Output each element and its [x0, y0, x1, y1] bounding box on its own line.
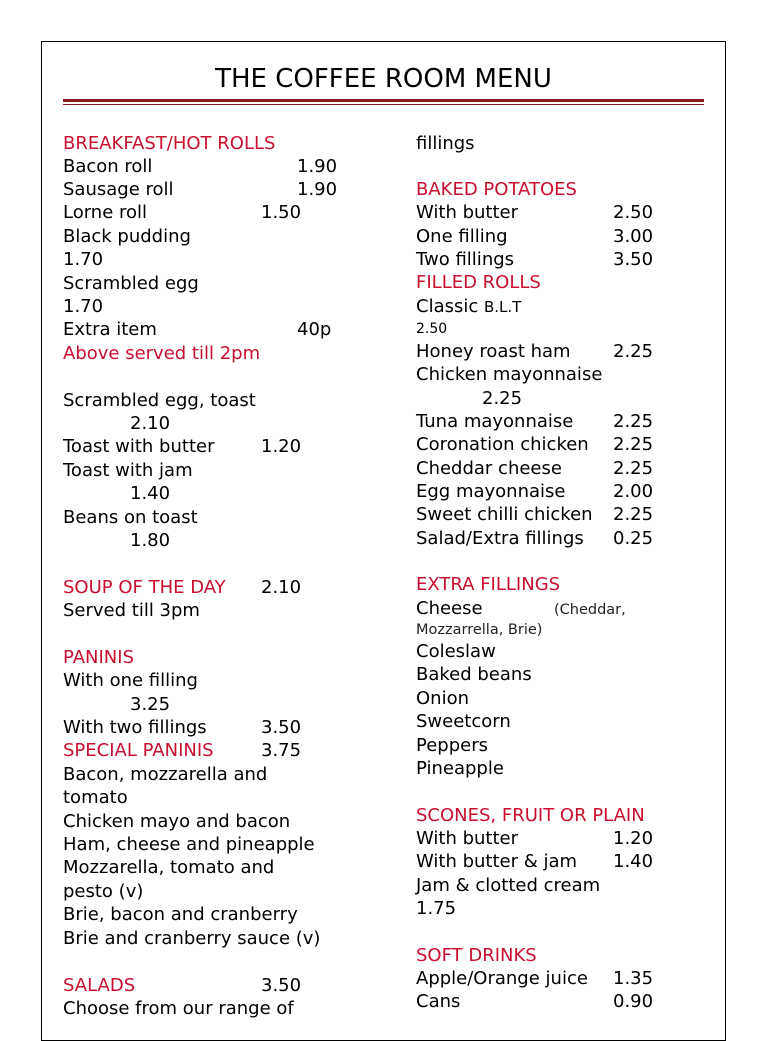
item-scone-butter-jam: With butter & jam — [416, 851, 578, 872]
item-special-6: Brie and cranberry sauce (v) — [63, 928, 321, 949]
item-special-1: Bacon, mozzarella and — [63, 764, 268, 785]
item-onion: Onion — [416, 688, 469, 709]
price-juice: 1.35 — [613, 968, 654, 989]
item-cans: Cans — [416, 991, 461, 1012]
cheese-note-cont: Mozzarrella, Brie) — [416, 622, 543, 638]
item-two-fillings: With two fillings — [63, 717, 207, 738]
item-coleslaw: Coleslaw — [416, 641, 496, 662]
item-pineapple: Pineapple — [416, 758, 504, 779]
price-toast-jam: 1.40 — [130, 483, 171, 504]
served-till-note: Above served till 2pm — [63, 343, 261, 364]
item-scrambled-egg-toast: Scrambled egg, toast — [63, 390, 256, 411]
item-special-2: Chicken mayo and bacon — [63, 811, 291, 832]
item-jam-cream: Jam & clotted cream — [416, 875, 601, 896]
item-peppers: Peppers — [416, 735, 488, 756]
fillings-continued: fillings — [416, 133, 475, 154]
section-heading-soft-drinks: SOFT DRINKS — [416, 945, 537, 966]
item-sausage-roll: Sausage roll — [63, 179, 174, 200]
title-rule — [63, 99, 704, 106]
classic-label: Classic — [416, 296, 479, 317]
item-classic-blt — [416, 295, 521, 319]
price-extra-item: 40p — [297, 319, 332, 340]
item-beans-toast: Beans on toast — [63, 507, 198, 528]
price-classic-blt: 2.50 — [416, 321, 448, 337]
section-heading-soup: SOUP OF THE DAY — [63, 577, 226, 598]
price-scone-butter: 1.20 — [613, 828, 654, 849]
item-bacon-roll: Bacon roll — [63, 156, 153, 177]
item-special-4-cont: pesto (v) — [63, 881, 144, 902]
item-special-3: Ham, cheese and pineapple — [63, 834, 315, 855]
price-scone-butter-jam: 1.40 — [613, 851, 654, 872]
item-juice: Apple/Orange juice — [416, 968, 588, 989]
item-potato-butter: With butter — [416, 202, 519, 223]
item-scrambled-egg: Scrambled egg — [63, 273, 199, 294]
salads-note: Choose from our range of — [63, 998, 294, 1019]
price-egg-mayo: 2.00 — [613, 481, 654, 502]
item-special-5: Brie, bacon and cranberry — [63, 904, 298, 925]
section-heading-baked-potatoes: BAKED POTATOES — [416, 179, 577, 200]
price-sweet-chilli: 2.25 — [613, 504, 654, 525]
price-beans-toast: 1.80 — [130, 530, 171, 551]
price-potato-butter: 2.50 — [613, 202, 654, 223]
price-tuna-mayo: 2.25 — [613, 411, 654, 432]
item-salad-extra: Salad/Extra fillings — [416, 528, 584, 549]
price-chicken-mayo: 2.25 — [482, 388, 523, 409]
section-heading-extra-fillings: EXTRA FILLINGS — [416, 574, 561, 595]
price-coronation-chicken: 2.25 — [613, 434, 654, 455]
item-lorne-roll: Lorne roll — [63, 202, 148, 223]
item-one-filling: With one filling — [63, 670, 198, 691]
item-coronation-chicken: Coronation chicken — [416, 434, 589, 455]
item-cheddar-cheese: Cheddar cheese — [416, 458, 562, 479]
page-title: THE COFFEE ROOM MENU — [215, 64, 552, 94]
item-cheese: Cheese — [416, 598, 483, 619]
price-one-filling: 3.25 — [130, 694, 171, 715]
section-heading-scones: SCONES, FRUIT OR PLAIN — [416, 805, 645, 826]
item-potato-one-filling: One filling — [416, 226, 508, 247]
item-chicken-mayo: Chicken mayonnaise — [416, 364, 603, 385]
price-scrambled-egg: 1.70 — [63, 296, 104, 317]
price-sausage-roll: 1.90 — [297, 179, 338, 200]
title-rule-thick — [63, 99, 704, 102]
price-toast-butter: 1.20 — [261, 436, 302, 457]
item-scone-butter: With butter — [416, 828, 519, 849]
item-special-4: Mozzarella, tomato and — [63, 857, 275, 878]
price-honey-ham: 2.25 — [613, 341, 654, 362]
item-black-pudding: Black pudding — [63, 226, 191, 247]
price-jam-cream: 1.75 — [416, 898, 457, 919]
item-special-1-cont: tomato — [63, 787, 128, 808]
price-two-fillings: 3.50 — [261, 717, 302, 738]
item-tuna-mayo: Tuna mayonnaise — [416, 411, 574, 432]
price-salads: 3.50 — [261, 975, 302, 996]
cheese-note: (Cheddar, — [554, 602, 626, 618]
price-potato-one-filling: 3.00 — [613, 226, 654, 247]
price-potato-two-fillings: 3.50 — [613, 249, 654, 270]
section-heading-paninis: PANINIS — [63, 647, 134, 668]
price-cans: 0.90 — [613, 991, 654, 1012]
price-lorne-roll: 1.50 — [261, 202, 302, 223]
item-extra-item: Extra item — [63, 319, 157, 340]
item-baked-beans: Baked beans — [416, 664, 532, 685]
section-heading-breakfast: BREAKFAST/HOT ROLLS — [63, 133, 276, 154]
section-heading-salads: SALADS — [63, 975, 136, 996]
item-toast-butter: Toast with butter — [63, 436, 215, 457]
price-cheddar-cheese: 2.25 — [613, 458, 654, 479]
item-toast-jam: Toast with jam — [63, 460, 193, 481]
item-sweet-chilli: Sweet chilli chicken — [416, 504, 593, 525]
price-black-pudding: 1.70 — [63, 249, 104, 270]
price-special-paninis: 3.75 — [261, 740, 302, 761]
price-soup: 2.10 — [261, 577, 302, 598]
section-heading-special-paninis: SPECIAL PANINIS — [63, 740, 214, 761]
item-honey-ham: Honey roast ham — [416, 341, 571, 362]
price-salad-extra: 0.25 — [613, 528, 654, 549]
section-heading-filled-rolls: FILLED ROLLS — [416, 272, 541, 293]
soup-note: Served till 3pm — [63, 600, 200, 621]
blt-label: B.L.T — [484, 298, 522, 316]
title-rule-thin — [63, 104, 704, 105]
item-potato-two-fillings: Two fillings — [416, 249, 515, 270]
price-bacon-roll: 1.90 — [297, 156, 338, 177]
item-egg-mayo: Egg mayonnaise — [416, 481, 566, 502]
price-scrambled-egg-toast: 2.10 — [130, 413, 171, 434]
item-sweetcorn: Sweetcorn — [416, 711, 511, 732]
